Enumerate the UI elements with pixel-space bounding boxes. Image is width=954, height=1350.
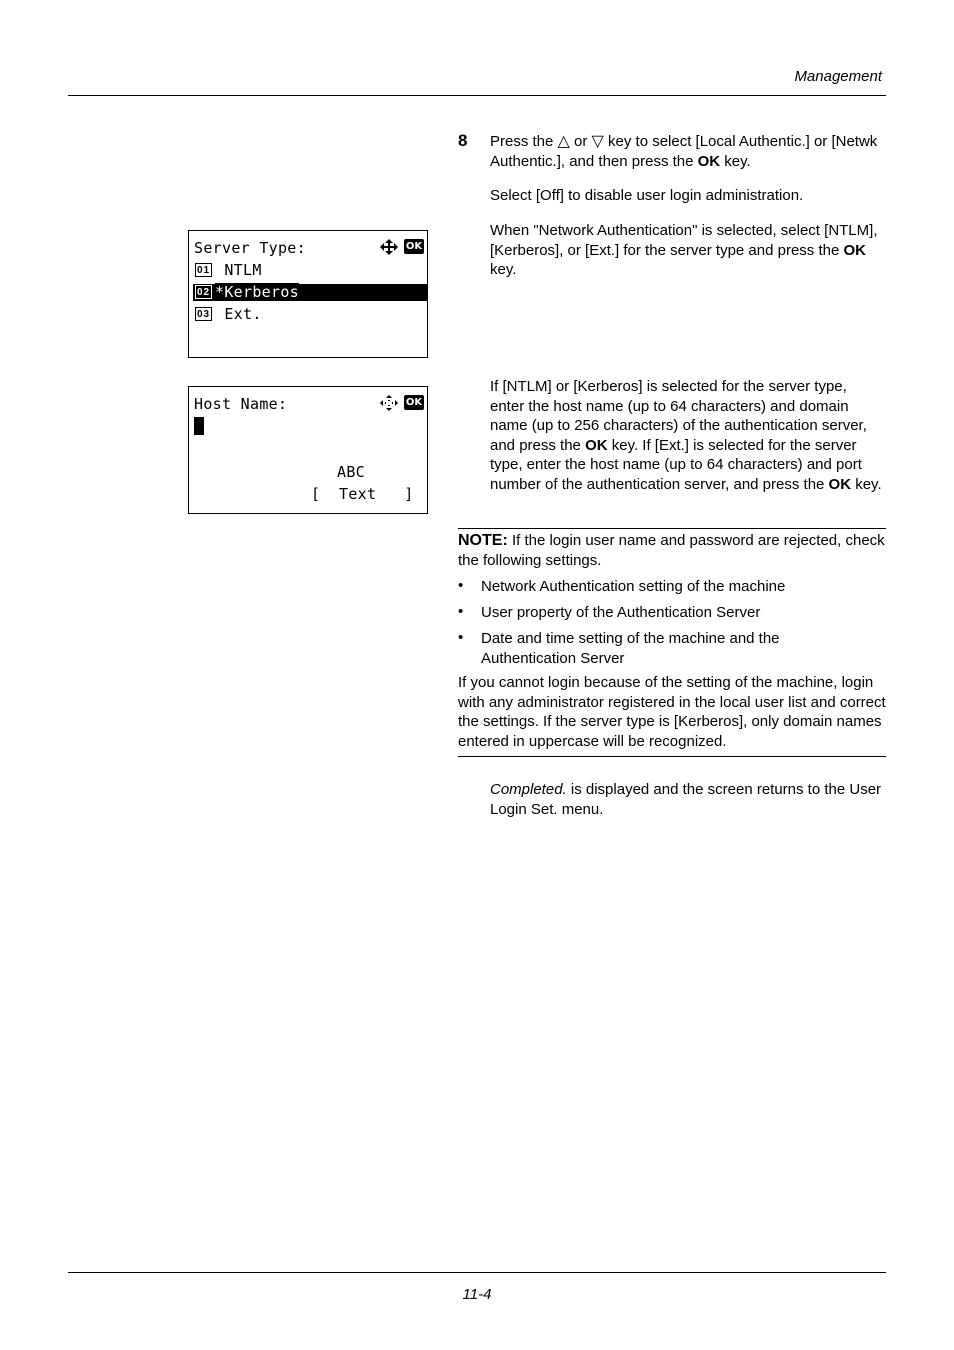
running-header: Management [794, 68, 882, 85]
text: or [569, 133, 592, 150]
up-key-icon: △ [557, 133, 570, 150]
text: Press the [490, 133, 558, 150]
completion-paragraph [490, 780, 882, 819]
ok-key-label: OK [828, 475, 852, 493]
header-rule [68, 95, 886, 96]
menu-item-ntlm[interactable]: NTLM [215, 261, 262, 279]
footer-rule [68, 1272, 886, 1273]
text-cursor [194, 417, 204, 435]
lcd-title: Host Name: [194, 395, 288, 413]
note-closing: If you cannot login because of the setting of the machine, login with any administrator registered in the local user list and correct the settings. If the server type is [Kerberos], only domain names entered in uppercase will be recognized. [458, 674, 886, 750]
step-paragraph-3 [490, 221, 880, 280]
text-softkey[interactable]: [ Text ] [311, 485, 414, 503]
bullet-icon: • [458, 603, 464, 620]
menu-item-ext[interactable]: Ext. [215, 305, 262, 323]
text: When "Network Authentication" is selected, select [NTLM], [Kerberos], or [Ext.] for the server type and press the [490, 222, 878, 259]
note-bottom-rule [458, 756, 886, 757]
text: key. [490, 261, 517, 278]
input-mode-label: ABC [337, 463, 365, 481]
lcd-server-type-screen [188, 230, 428, 358]
page-number: 11-4 [462, 1286, 492, 1303]
step-number: 8 [458, 131, 468, 150]
note-bullet: User property of the Authentication Server [481, 604, 761, 621]
bullet-icon: • [458, 577, 464, 594]
note-bullet: Date and time setting of the machine and the Authentication Server [481, 630, 780, 667]
ok-badge-icon: OK [405, 241, 423, 252]
text: If the login user name and password are rejected, check the following settings. [458, 532, 885, 569]
note-label: NOTE: [458, 532, 508, 549]
note-top-rule [458, 528, 886, 529]
ok-key-label: OK [697, 152, 721, 170]
ok-key-label: OK [585, 436, 608, 454]
text: key. If [Ext.] is selected for the server type, enter the host name (up to 64 characters) and port number of the authentication server, and press the [490, 436, 862, 493]
item-number-box: 01 [196, 265, 211, 276]
note-intro [458, 531, 886, 570]
four-way-dotted-arrow-icon [380, 395, 398, 416]
note-bullet: Network Authentication setting of the machine [481, 578, 786, 595]
down-key-icon: ▽ [591, 133, 604, 150]
item-number-box: 03 [196, 309, 211, 320]
text: If [NTLM] or [Kerberos] is selected for the server type, enter the host name (up to 64 characters) and domain name (up to 256 characters) of the authentication server, and press the [490, 378, 867, 454]
lcd-title: Server Type: [194, 239, 306, 257]
ok-badge-icon: OK [405, 397, 423, 408]
text: is displayed and the screen returns to the User Login Set. menu. [490, 781, 882, 818]
menu-item-kerberos[interactable]: *Kerberos [215, 283, 299, 301]
step-paragraph-1 [490, 132, 880, 171]
ok-key-label: OK [843, 241, 866, 259]
four-way-arrow-icon [380, 239, 398, 260]
step-paragraph-4 [490, 377, 882, 494]
completed-message: Completed. [490, 781, 567, 798]
lcd-host-name-screen [188, 386, 428, 514]
step-paragraph-2: Select [Off] to disable user login administration. [490, 187, 804, 204]
bullet-icon: • [458, 629, 464, 646]
text: key to select [Local Authentic.] or [Netwk Authentic.], and then press the [490, 133, 878, 170]
text: key. [720, 152, 751, 170]
item-number-box: 02 [196, 287, 211, 298]
text: key. [851, 475, 882, 493]
